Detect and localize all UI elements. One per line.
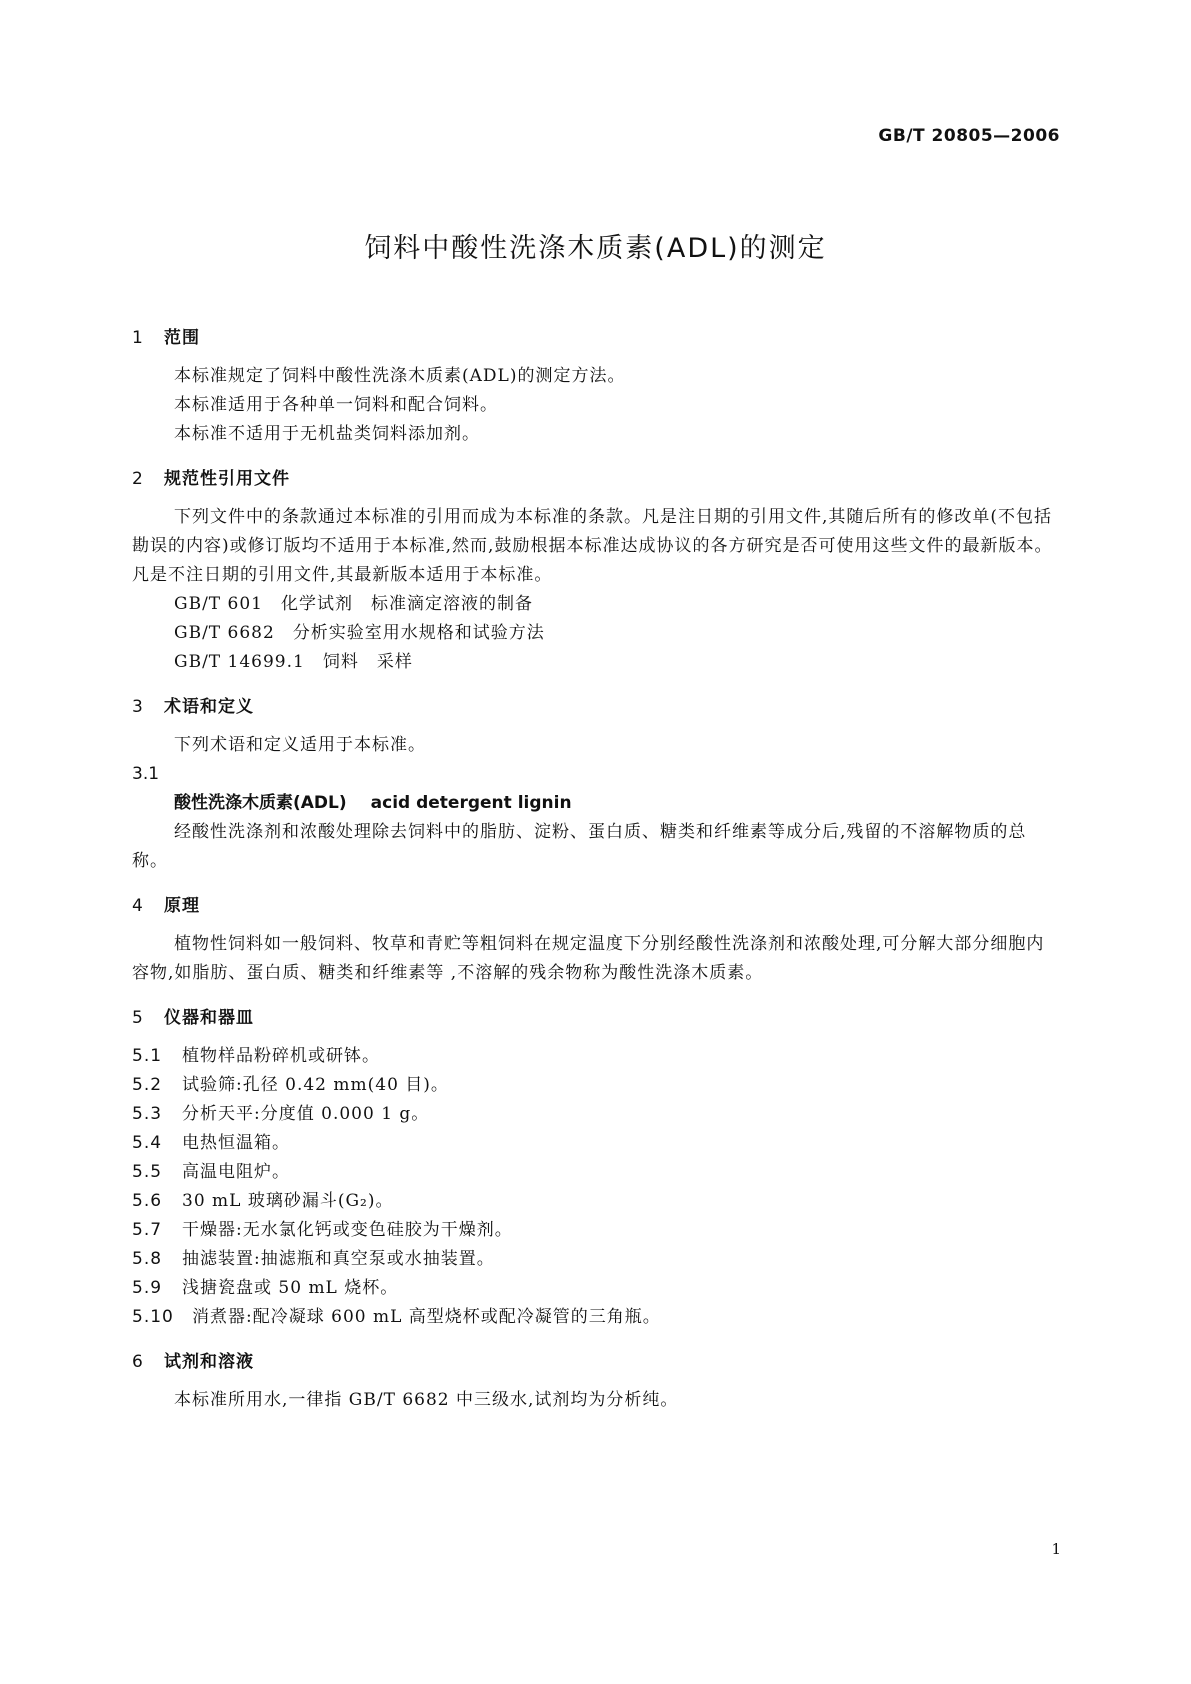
item-number: 5.4 [132, 1133, 163, 1153]
section-title: 范围 [164, 328, 200, 348]
item-text: 电热恒温箱。 [182, 1133, 290, 1153]
section-number: 4 [132, 896, 144, 916]
item-number: 5.5 [132, 1162, 163, 1182]
reference-title: 饲料 采样 [322, 652, 413, 672]
paragraph: 本标准所用水,一律指 GB/T 6682 中三级水,试剂均为分析纯。 [174, 1390, 679, 1410]
section-heading-apparatus [132, 1002, 1061, 1034]
section-number: 2 [132, 469, 144, 489]
section-heading-scope [132, 322, 1061, 354]
item-number: 5.9 [132, 1278, 163, 1298]
term-number: 3.1 [132, 764, 160, 784]
apparatus-item [132, 1216, 1061, 1245]
reference-item [132, 648, 1061, 677]
apparatus-item [132, 1303, 1061, 1332]
reference-code: GB/T 601 [174, 594, 263, 614]
document-body [132, 322, 1061, 1415]
apparatus-item [132, 1274, 1061, 1303]
term-definition: 经酸性洗涤剂和浓酸处理除去饲料中的脂肪、淀粉、蛋白质、糖类和纤维素等成分后,残留的不溶解物质的总称。 [132, 822, 1027, 871]
item-number: 5.10 [132, 1307, 174, 1327]
apparatus-item [132, 1187, 1061, 1216]
reference-code: GB/T 14699.1 [174, 652, 305, 672]
paragraph: 本标准不适用于无机盐类饲料添加剂。 [174, 424, 480, 444]
reference-item [132, 619, 1061, 648]
reference-title: 化学试剂 标准滴定溶液的制备 [281, 594, 533, 614]
section-heading-principle [132, 890, 1061, 922]
item-text: 浅搪瓷盘或 50 mL 烧杯。 [182, 1278, 399, 1298]
section-number: 1 [132, 328, 144, 348]
term-entry [132, 789, 1061, 818]
term-english: acid detergent lignin [370, 793, 572, 813]
item-number: 5.6 [132, 1191, 163, 1211]
paragraph: 本标准规定了饲料中酸性洗涤木质素(ADL)的测定方法。 [174, 366, 626, 386]
section-title: 规范性引用文件 [164, 469, 290, 489]
item-number: 5.8 [132, 1249, 163, 1269]
item-text: 高温电阻炉。 [182, 1162, 290, 1182]
section-title: 试剂和溶液 [164, 1352, 254, 1372]
section-number: 3 [132, 697, 144, 717]
item-text: 30 mL 玻璃砂漏斗(G₂)。 [182, 1191, 394, 1211]
reference-code: GB/T 6682 [174, 623, 275, 643]
section-heading-reagents [132, 1346, 1061, 1378]
apparatus-item [132, 1129, 1061, 1158]
paragraph: 下列文件中的条款通过本标准的引用而成为本标准的条款。凡是注日期的引用文件,其随后所有的修改单(不包括勘误的内容)或修订版均不适用于本标准,然而,鼓励根据本标准达成协议的各方研究是否可使用这些文件的最新版本。凡是不注日期的引用文件,其最新版本适用于本标准。 [132, 507, 1053, 585]
item-number: 5.3 [132, 1104, 163, 1124]
apparatus-item [132, 1042, 1061, 1071]
paragraph: 下列术语和定义适用于本标准。 [174, 735, 426, 755]
section-heading-normative-references [132, 463, 1061, 495]
document-title: 饲料中酸性洗涤木质素(ADL)的测定 [364, 233, 827, 264]
section-title: 原理 [164, 896, 200, 916]
item-text: 消煮器:配冷凝球 600 mL 高型烧杯或配冷凝管的三角瓶。 [192, 1307, 661, 1327]
paragraph: 植物性饲料如一般饲料、牧草和青贮等粗饲料在规定温度下分别经酸性洗涤剂和浓酸处理,可分解大部分细胞内容物,如脂肪、蛋白质、糖类和纤维素等 ,不溶解的残余物称为酸性洗涤木质素。 [132, 934, 1045, 983]
item-text: 分析天平:分度值 0.000 1 g。 [182, 1104, 430, 1124]
term-chinese: 酸性洗涤木质素(ADL) [174, 793, 347, 813]
item-text: 抽滤装置:抽滤瓶和真空泵或水抽装置。 [182, 1249, 495, 1269]
section-title: 仪器和器皿 [164, 1008, 254, 1028]
item-number: 5.2 [132, 1075, 163, 1095]
apparatus-item [132, 1071, 1061, 1100]
apparatus-item [132, 1100, 1061, 1129]
item-text: 植物样品粉碎机或研钵。 [182, 1046, 380, 1066]
section-number: 6 [132, 1352, 144, 1372]
paragraph: 本标准适用于各种单一饲料和配合饲料。 [174, 395, 498, 415]
standard-code: GB/T 20805—2006 [878, 126, 1060, 146]
item-number: 5.7 [132, 1220, 163, 1240]
section-number: 5 [132, 1008, 144, 1028]
reference-title: 分析实验室用水规格和试验方法 [292, 623, 545, 643]
item-number: 5.1 [132, 1046, 163, 1066]
apparatus-item [132, 1245, 1061, 1274]
section-title: 术语和定义 [164, 697, 254, 717]
item-text: 干燥器:无水氯化钙或变色硅胶为干燥剂。 [182, 1220, 513, 1240]
section-heading-terms [132, 691, 1061, 723]
item-text: 试验筛:孔径 0.42 mm(40 目)。 [182, 1075, 449, 1095]
reference-item [132, 590, 1061, 619]
apparatus-item [132, 1158, 1061, 1187]
page-number: 1 [1051, 1540, 1061, 1558]
